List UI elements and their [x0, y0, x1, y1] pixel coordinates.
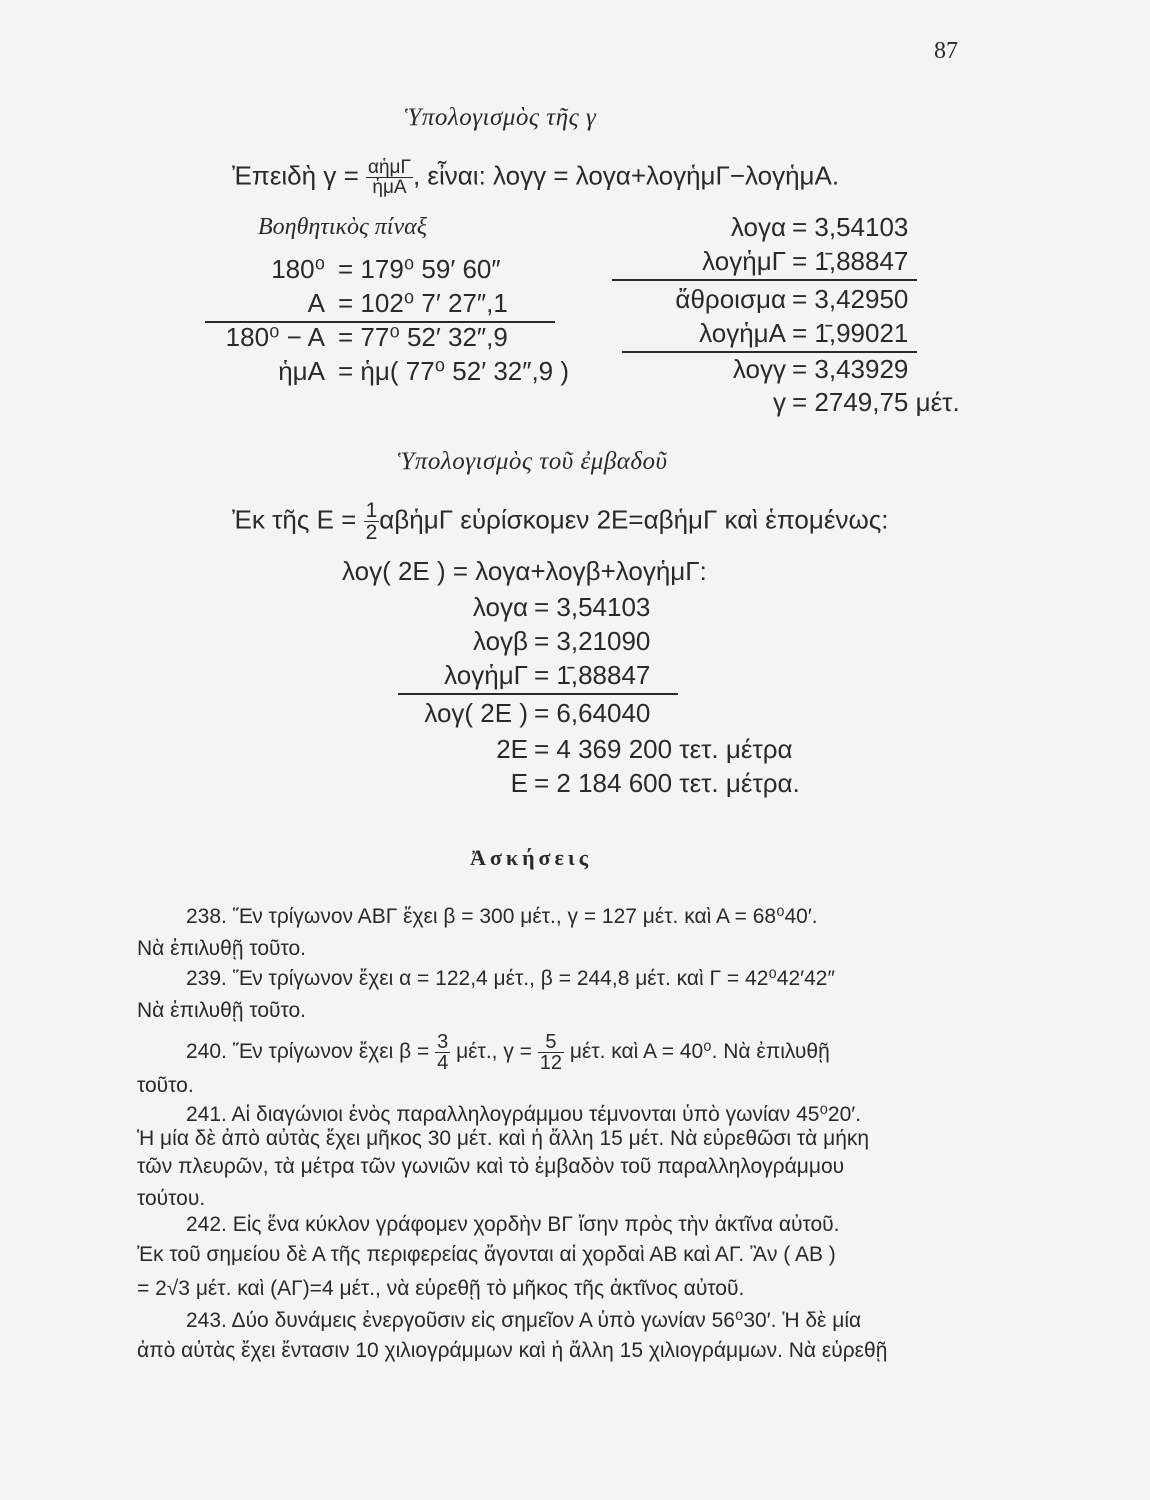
exercise-240-text-b: μέτ., γ =	[456, 1040, 532, 1064]
exercise-239-line-2: Νὰ ἐπιλυθῇ τοῦτο.	[137, 999, 307, 1022]
area-lhs-6: Ε	[510, 768, 528, 798]
exercise-239-line-1: 239. Ἕν τρίγωνον ἔχει α = 122,4 μέτ., β = 244,8 μέτ. καὶ Γ = 42⁰42′42″	[186, 967, 835, 990]
log-lhs-4: λογἡμΑ	[699, 318, 786, 348]
exercise-240-line-1	[186, 1032, 830, 1073]
area-rhs-6: = 2 184 600 τετ. μέτρα.	[534, 768, 800, 798]
exercise-243-line-2: ἀπὸ αὐτὰς ἔχει ἔντασιν 10 χιλιογράμμων καὶ ἡ ἄλλη 15 χιλιογράμμων. Νὰ εὑρεθῇ	[137, 1339, 888, 1362]
log-rule-1	[612, 279, 917, 281]
fraction-denominator: 12	[539, 1052, 563, 1074]
aux-table-title: Βοηθητικὸς πίναξ	[258, 214, 427, 240]
exercise-242-line-3: = 2√3 μέτ. καὶ (ΑΓ)=4 μέτ., νὰ εὑρεθῇ τὸ μῆκος τῆς ἀκτῖνος αὐτοῦ.	[137, 1277, 745, 1300]
log-rhs-2: = 1̄,88847	[792, 246, 909, 276]
exercise-238-line-1: 238. Ἕν τρίγωνον ΑΒΓ ἔχει β = 300 μέτ., γ = 127 μέτ. καὶ Α = 68⁰40′.	[186, 905, 818, 928]
fraction-denominator: 4	[437, 1052, 449, 1074]
area-intro-pre: Ἐκ τῆς Ε =	[232, 504, 357, 535]
log-rhs-4: = 1̄,99021	[792, 318, 909, 348]
aux-rhs-1: = 179⁰ 59′ 60″	[338, 254, 501, 284]
log-rhs-1: = 3,54103	[792, 212, 909, 242]
fraction-numerator: 1	[365, 499, 378, 522]
area-rhs-2: = 3,21090	[534, 626, 651, 656]
fraction-numerator: 3	[437, 1031, 449, 1053]
area-lhs-5: 2Ε	[496, 734, 528, 764]
aux-rhs-2: = 102⁰ 7′ 27″,1	[338, 288, 508, 318]
gamma-intro-post: , εἶναι: λογγ = λογα+λογἡμΓ−λογἡμΑ.	[412, 160, 840, 191]
log-lhs-5: λογγ	[732, 354, 786, 384]
fraction-three-quarters	[435, 1032, 450, 1073]
log-lhs-1: λογα	[730, 212, 786, 242]
section-heading-gamma: Ὑπολογισμὸς τῆς γ	[405, 104, 597, 131]
area-lhs-1: λογα	[472, 592, 528, 622]
log-rhs-6: = 2749,75 μέτ.	[792, 387, 960, 417]
aux-lhs-1: 180⁰	[271, 254, 325, 284]
exercise-240-text-a: 240. Ἕν τρίγωνον ἔχει β =	[186, 1040, 430, 1064]
fraction-denominator: ἡμΑ	[372, 177, 407, 198]
log-lhs-2: λογἡμΓ	[702, 246, 786, 276]
fraction-denominator: 2	[365, 521, 378, 544]
exercise-243-line-1: 243. Δύο δυνάμεις ἐνεργοῦσιν εἰς σημεῖον Α ὑπὸ γωνίαν 56⁰30′. Ἡ δὲ μία	[186, 1309, 862, 1332]
exercise-241-line-2: Ἡ μία δὲ ἀπὸ αὐτὰς ἔχει μῆκος 30 μέτ. καὶ ἡ ἄλλη 15 μέτ. Νὰ εὑρεθῶσι τὰ μήκη	[137, 1127, 870, 1150]
aux-lhs-3: 180⁰ − Α	[225, 322, 325, 352]
log-rule-2	[622, 351, 917, 353]
area-intro-post: αβἡμΓ εὑρίσκομεν 2Ε=αβἡμΓ καὶ ἑπομένως:	[379, 504, 889, 535]
area-rhs-4: = 6,64040	[534, 698, 651, 728]
section-heading-area: Ὑπολογισμὸς τοῦ ἐμβαδοῦ	[398, 448, 668, 475]
area-lhs-4: λογ( 2Ε )	[424, 698, 528, 728]
one-half-fraction	[364, 500, 380, 543]
gamma-fraction	[366, 158, 413, 197]
area-rhs-5: = 4 369 200 τετ. μέτρα	[534, 734, 793, 764]
gamma-intro-pre: Ἐπειδὴ γ =	[232, 160, 359, 191]
exercise-238-line-2: Νὰ ἐπιλυθῇ τοῦτο.	[137, 937, 307, 960]
exercise-241-line-4: τούτου.	[137, 1187, 206, 1210]
aux-lhs-2: Α	[307, 288, 325, 318]
fraction-numerator: αἡμΓ	[367, 157, 411, 178]
area-rhs-3: = 1̄,88847	[534, 660, 651, 690]
exercise-240-line-2: τοῦτο.	[137, 1074, 194, 1097]
area-rhs-1: = 3,54103	[534, 592, 651, 622]
aux-rhs-4: = ἡμ( 77⁰ 52′ 32″,9 )	[338, 356, 570, 386]
area-intro-line	[232, 500, 889, 543]
area-lhs-3: λογἡμΓ	[444, 660, 528, 690]
exercises-heading: Ἀσκήσεις	[470, 845, 593, 870]
aux-rhs-3: = 77⁰ 52′ 32″,9	[338, 322, 508, 352]
area-lhs-2: λογβ	[472, 626, 528, 656]
log-rhs-3: = 3,42950	[792, 284, 909, 314]
log-lhs-3: ἄθροισμα	[675, 284, 786, 314]
fraction-five-twelfths	[538, 1032, 564, 1073]
log-rhs-5: = 3,43929	[792, 354, 909, 384]
fraction-numerator: 5	[538, 1032, 564, 1053]
area-formula: λογ( 2Ε ) = λογα+λογβ+λογἡμΓ:	[342, 556, 707, 586]
exercise-241-line-3: τῶν πλευρῶν, τὰ μέτρα τῶν γωνιῶν καὶ τὸ ἐμβαδὸν τοῦ παραλληλογράμμου	[137, 1155, 845, 1178]
aux-lhs-4: ἡμΑ	[278, 356, 325, 386]
exercise-242-line-2: Ἐκ τοῦ σημείου δὲ Α τῆς περιφερείας ἄγονται αἱ χορδαὶ ΑΒ καὶ ΑΓ. Ἂν ( ΑΒ )	[137, 1243, 836, 1266]
exercise-241-line-1: 241. Αἱ διαγώνιοι ἑνὸς παραλληλογράμμου τέμνονται ὑπὸ γωνίαν 45⁰20′.	[186, 1103, 862, 1126]
log-lhs-6: γ	[773, 387, 786, 417]
gamma-intro-line	[232, 158, 839, 197]
page-number: 87	[934, 38, 958, 64]
area-rule	[398, 693, 678, 695]
exercise-240-text-c: μέτ. καὶ Α = 40⁰. Νὰ ἐπιλυθῇ	[569, 1040, 830, 1064]
exercise-242-line-1: 242. Εἰς ἕνα κύκλον γράφομεν χορδὴν ΒΓ ἴσην πρὸς τὴν ἀκτῖνα αὐτοῦ.	[186, 1213, 840, 1236]
